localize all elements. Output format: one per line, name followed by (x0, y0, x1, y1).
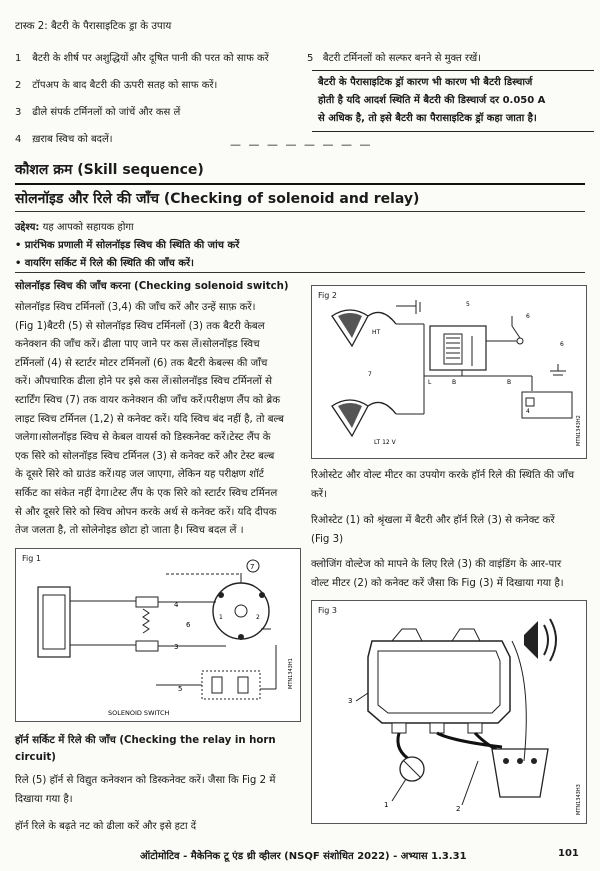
solenoid-heading: सोलनॉइड स्विच की जाँच करना (Checking solenoid switch) (15, 281, 289, 292)
task-title: टास्क 2: बैटरी के पैरासाइटिक ड्रा के उपाय (15, 21, 172, 32)
fig1-num: 4 (174, 601, 179, 609)
note-box: बैटरी के पैरासाइटिक ड्रॉ कारण भी कारण भी बैटरी डिस्चार्ज होती है यदि आदर्श स्थिति में बैटरी की डिस्चार्ज दर 0.050 A से अधिक है, तो इसे बैटरी का पैरासाइटिक ड्रॉ कहा जाता है। (312, 70, 594, 132)
fig1-code: MTN1343H1 (288, 658, 294, 689)
horn-heading: हॉर्न सर्किट में रिले की जाँच (Checking the relay in horn circuit) (15, 735, 276, 763)
bullet-item: • वायरिंग सर्किट में रिले की स्थिति की जाँच करें। (15, 258, 194, 269)
solenoid-paragraph: सोलनॉइड स्विच टर्मिनलों (3,4) की जाँच करें और उन्हें साफ़ करें। (Fig 1)बैटरी (5) से सोलनॉइड स्विच टर्मिनलों (3) तक बैटरी केबल कनेक्शन की जाँच करें। ढीला पाए जाने पर कस लें।सोलनॉइड स्विच टर्मिनलों (4) से स्टार्टर मोटर टर्मिनलों (6) तक बैटरी केबल्स की जाँच करें। औपचारिक ढीला होने पर इसे कस लें।सोलनॉइड स्विच टर्मिनलों से स्टार्टिंग स्विच (7) तक वायर कनेक्शन की जाँच करें।परीक्षण लैंप को ब्रेक लाइट स्विच टर्मिनल (1,2) से कनेक्ट करें। यदि स्विच बंद नहीं है, तो बल्ब जलेगा।सोलनॉइड स्विच से केबल वायर्स को डिस्कनेक्ट करें।टेस्ट लैंप के एक सिरे को सोलनॉइड स्विच टर्मिनल (3) से कनेक्ट करें और टेस्ट बल्ब के दूसरे सिरे को ग्राउंड करें।यह जल जाएगा, लेकिन यह परीक्षण शॉर्ट सर्किट का संकेत नहीं देगा।टेस्ट लैंप के एक सिरे को स्टार्टर स्विच टर्मिनल से और दूसरे सिरे को स्विच ओपन करके अर्थ से कनेक्ट करें। यदि दीपक तेज जलता है, तो सोलेनोइड छोटा हो जाता है। स्विच बदल लें । (15, 302, 284, 537)
right-paragraph-2: रिओस्टेट (1) को श्रृंखला में बैटरी और हॉर्न रिले (3) से कनेक्ट करें (Fig 3) (311, 515, 555, 545)
task-item: 2 टॉपअप के बाद बैटरी की ऊपरी सतह को साफ करें। (15, 80, 218, 91)
heading-rule (15, 183, 585, 185)
fig1-num: 6 (186, 621, 191, 629)
horn-paragraph: रिले (5) हॉर्न से विद्युत कनेक्शन को डिस्कनेक्ट करें। जैसा कि Fig 2 में दिखाया गया है। (15, 775, 276, 805)
divider-dashes: — — — — — — — — (230, 138, 373, 151)
fig1-num: 1 (219, 614, 223, 621)
objective: उद्देश्य: यह आपको सहायक होगा (15, 222, 134, 233)
fig2-label-ht: HT (372, 329, 381, 336)
page-number: 101 (558, 848, 579, 859)
section-rule (15, 211, 585, 212)
fig1-num: 2 (256, 614, 260, 621)
fig2-term-l: L (428, 379, 432, 386)
footer-text: ऑटोमोटिव - मैकेनिक टू एंड थ्री व्हीलर (NSQF संशोधित 2022) - अभ्यास 1.3.31 (140, 851, 467, 862)
horn-relay-diagram (312, 286, 586, 458)
task-item: 4 ख़राब स्विच को बदलें। (15, 134, 113, 145)
relay-test-diagram (312, 601, 586, 823)
objective-rule (15, 272, 585, 273)
fig1-num: 7 (250, 563, 255, 571)
solenoid-diagram (16, 549, 300, 721)
fig1-num: 5 (178, 685, 183, 693)
fig1-num: 3 (174, 643, 179, 651)
fig2-num: 7 (368, 371, 372, 378)
fig2-num: 5 (466, 301, 470, 308)
fig2-diagram: Fig 2 HT LT 12 V L B B 4 5 6 6 7 MTN1343H2 (311, 285, 587, 459)
fig3-diagram: Fig 3 3 1 2 MTN1343H3 (311, 600, 587, 824)
fig3-num: 2 (456, 805, 461, 813)
fig2-label-lt: LT 12 V (374, 439, 396, 446)
task-item-right: 5 बैटरी टर्मिनलों को सल्फर बनने से मुक्त रखें। (307, 53, 481, 64)
task-item: 1 बैटरी के शीर्ष पर अशुद्धियों और दूषित पानी की परत को साफ करें (15, 53, 269, 64)
section-title: सोलनॉइड और रिले की जाँच (Checking of solenoid and relay) (15, 191, 420, 207)
fig3-num: 1 (384, 801, 389, 809)
horn-nut-line: हॉर्न रिले के बढ़ते नट को ढीला करें और इसे हटा दें (15, 821, 197, 832)
fig2-num: 6 (526, 313, 530, 320)
fig1-caption: SOLENOID SWITCH (108, 709, 170, 717)
fig3-num: 3 (348, 697, 353, 705)
task-item: 3 ढीले संपर्क टर्मिनलों को जांचें और कस लें (15, 107, 181, 118)
right-paragraph-3: क्लोजिंग वोल्टेज को मापने के लिए रिले (3) की वाइंडिंग के आर-पार वोल्ट मीटर (2) को कनेक्ट करें जैसा कि Fig (3) में दिखाया गया है। (311, 559, 564, 589)
skill-heading: कौशल क्रम (Skill sequence) (15, 162, 204, 178)
fig2-term-b: B (452, 379, 457, 386)
fig2-num: 4 (526, 408, 530, 415)
right-paragraph-1: रिओस्टेट और वोल्ट मीटर का उपयोग करके हॉर्न रिले की स्थिति की जाँच करें। (311, 470, 575, 500)
fig2-num: 6 (560, 341, 564, 348)
fig2-code: MTN1343H2 (576, 415, 582, 446)
fig3-code: MTN1343H3 (576, 784, 582, 815)
fig1-diagram: Fig 1 7 4 3 6 5 1 2 SOLENOID SWITCH MTN1343H1 (15, 548, 301, 722)
fig2-term-b2: B (507, 379, 512, 386)
bullet-item: • प्रारंभिक प्रणाली में सोलनॉइड स्विच की स्थिति की जांच करें (15, 240, 240, 251)
